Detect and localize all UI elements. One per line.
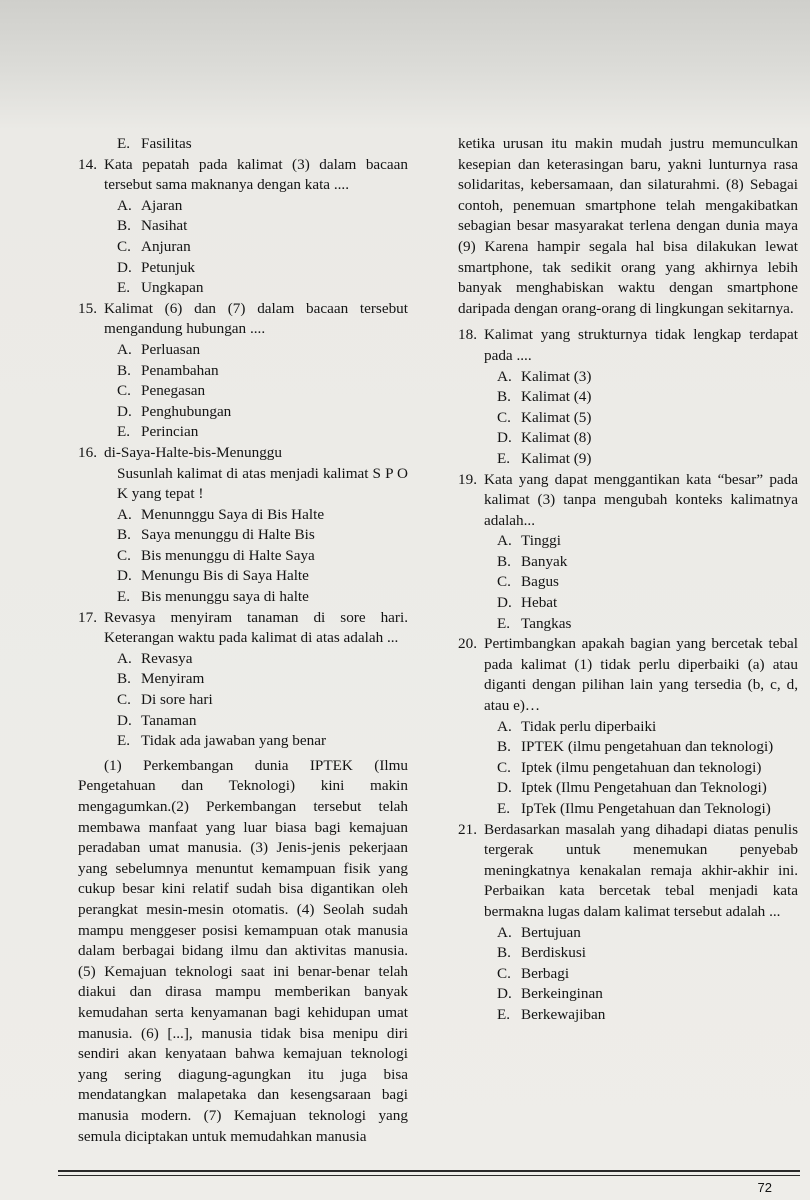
option-a: A. Perluasan <box>117 340 201 358</box>
q17-options <box>78 649 408 752</box>
option-c: C. Iptek (ilmu pengetahuan dan teknologi) <box>497 758 762 776</box>
option-c: C. Anjuran <box>117 237 191 255</box>
option-c: C. Bis menunggu di Halte Saya <box>117 546 315 564</box>
option-b: B. IPTEK (ilmu pengetahuan dan teknologi) <box>497 738 774 756</box>
question-18: 18. Kalimat yang strukturnya tidak lengkap terdapat pada .... <box>458 325 798 366</box>
q21-options <box>458 923 798 1026</box>
option-a: A. Kalimat (3) <box>497 367 592 385</box>
option-b: B. Saya menunggu di Halte Bis <box>117 526 315 544</box>
footer-rule-thin <box>58 1175 800 1176</box>
option-d: D. Berkeinginan <box>497 985 603 1003</box>
option-d: D. Iptek (Ilmu Pengetahuan dan Teknologi) <box>497 779 767 797</box>
q20-options <box>458 717 798 820</box>
question-17: 17. Revasya menyiram tanaman di sore hari. Keterangan waktu pada kalimat di atas adalah ... <box>78 608 408 649</box>
question-14: 14. Kata pepatah pada kalimat (3) dalam bacaan tersebut sama maknanya dengan kata .... <box>78 155 408 196</box>
option-a: A. Menunnggu Saya di Bis Halte <box>117 505 325 523</box>
option-b: B. Banyak <box>497 552 568 570</box>
option-c: C. Bagus <box>497 573 559 591</box>
question-stem: Pertimbangkan apakah bagian yang bercetak tebal pada kalimat (1) tidak perlu diperbaiki (a) atau diganti dengan pilihan lain yang tersedia (b, c, d, atau e)… <box>484 635 798 715</box>
option-d: D. Petunjuk <box>117 258 196 276</box>
question-stem: di-Saya-Halte-bis-Menunggu <box>104 443 282 461</box>
option-a: A. Ajaran <box>117 196 183 214</box>
option-e: E. Bis menunggu saya di halte <box>117 588 309 606</box>
option-d: D. Kalimat (8) <box>497 429 592 447</box>
option-b: B. Kalimat (4) <box>497 388 592 406</box>
footer-rule <box>58 1170 800 1172</box>
q18-options <box>458 367 798 470</box>
option-c: C. Berbagi <box>497 964 570 982</box>
question-21: 21. Berdasarkan masalah yang dihadapi diatas penulis tergerak untuk menemukan penyebab meningkatnya kenakalan remaja akhir-akhir ini. Perbaikan kata bercetak tebal menjadi kata bermakna lugas dalam kalimat tersebut adalah ... <box>458 820 798 923</box>
option-a: A. Tinggi <box>497 532 561 550</box>
q13-option-e: E. Fasilitas <box>117 135 192 152</box>
question-stem: Revasya menyiram tanaman di sore hari. Keterangan waktu pada kalimat di atas adalah ... <box>104 608 408 647</box>
option-d: D. Penghubungan <box>117 402 232 420</box>
question-15: 15. Kalimat (6) dan (7) dalam bacaan tersebut mengandung hubungan .... <box>78 299 408 340</box>
option-a: A. Tidak perlu diperbaiki <box>497 717 657 735</box>
question-stem: Kalimat (6) dan (7) dalam bacaan tersebut mengandung hubungan .... <box>104 299 408 338</box>
question-stem: Berdasarkan masalah yang dihadapi diatas penulis tergerak untuk menemukan penyebab meningkatnya kenakalan remaja akhir-akhir ini. Perbaikan kata bercetak tebal menjadi kata bermakna lugas dalam kalimat tersebut adalah ... <box>484 820 798 920</box>
question-stem: Kalimat yang strukturnya tidak lengkap terdapat pada .... <box>484 326 798 364</box>
right-column <box>458 134 798 1026</box>
option-b: B. Nasihat <box>117 217 188 235</box>
option-e: E. Perincian <box>117 423 199 441</box>
option-b: B. Penambahan <box>117 361 219 379</box>
left-column <box>78 134 408 1147</box>
question-20: 20. Pertimbangkan apakah bagian yang bercetak tebal pada kalimat (1) tidak perlu diperbaiki (a) atau diganti dengan pilihan lain yang tersedia (b, c, d, atau e)… <box>458 634 798 716</box>
option-c: C. Di sore hari <box>117 691 213 709</box>
question-16: 16. di-Saya-Halte-bis-Menunggu <box>78 443 408 464</box>
option-e: E. IpTek (Ilmu Pengetahuan dan Teknologi) <box>497 800 771 817</box>
option-d: D. Tanaman <box>117 711 197 729</box>
option-e: E. Berkewajiban <box>497 1005 606 1023</box>
option-c: C. Kalimat (5) <box>497 408 592 426</box>
option-e: E. Tangkas <box>497 614 572 632</box>
question-stem: Kata yang dapat menggantikan kata “besar” pada kalimat (3) tanpa mengubah konteks kalimatnya adalah... <box>484 470 798 529</box>
option-a: A. Revasya <box>117 649 193 667</box>
question-stem: Kata pepatah pada kalimat (3) dalam bacaan tersebut sama maknanya dengan kata .... <box>104 155 408 194</box>
option-e: E. Ungkapan <box>117 279 204 297</box>
reading-passage: (1) Perkembangan dunia IPTEK (Ilmu Pengetahuan dan Teknologi) kini makin mengagumkan.(2) Perkembangan tersebut telah membawa manfaat yang luar biasa bagi kemajuan peradaban umat manusia. (3) Jenis-jenis pekerjaan yang sebelumnya menuntut kemampuan fisik yang cukup besar kini relatif sudah bisa digantikan oleh perangkat mesin-mesin otomatis. (4) Seolah sudah mampu menggeser posisi kemampuan otak manusia dalam berbagai bidang ilmu dan aktivitas manusia. (5) Kemajuan teknologi saat ini benar-benar telah diakui dan dirasa mampu memberikan banyak kemudahan serta kenyamanan bagi kehidupan umat manusia. (6) [...], manusia tidak bisa menipu diri sendiri akan kenyataan bahwa kemajuan teknologi yang sering diagung-agungkan itu juga bisa mendatangkan malapetaka dan kesengsaraan bagi manusia modern. (7) Kemajuan teknologi yang semula diciptakan untuk memudahkan manusia <box>78 756 408 1145</box>
q16-options <box>78 505 408 608</box>
option-a: A. Bertujuan <box>497 923 581 941</box>
page-number: 72 <box>757 1180 772 1195</box>
option-c: C. Penegasan <box>117 382 206 400</box>
q19-options <box>458 531 798 634</box>
option-d: D. Menungu Bis di Saya Halte <box>117 567 309 585</box>
option-e: E. Kalimat (9) <box>497 449 592 467</box>
question-instruction: Susunlah kalimat di atas menjadi kalimat S P O K yang tepat ! <box>117 464 408 503</box>
reading-passage-continued: ketika urusan itu makin mudah justru memunculkan kesepian dan keterasingan baru, yakni lunturnya rasa solidaritas, kebersamaan, dan silaturahmi. (8) Sebagai contoh, penemuan smartphone telah mengakibatkan sebagian besar masyarakat terlena dengan dunia maya (9) Karena hampir segala hal bisa dilakukan lewat smartphone, tak sedikit orang yang akhirnya lebih banyak menghabiskan waktu dengan smartphone daripada dengan orang-orang di lingkungan sekitarnya. <box>458 135 798 317</box>
option-b: B. Berdiskusi <box>497 944 586 962</box>
option-b: B. Menyiram <box>117 670 205 688</box>
q14-options <box>78 196 408 299</box>
option-e: E. Tidak ada jawaban yang benar <box>117 732 327 750</box>
question-19: 19. Kata yang dapat menggantikan kata “besar” pada kalimat (3) tanpa mengubah konteks kalimatnya adalah... <box>458 470 798 532</box>
option-d: D. Hebat <box>497 594 558 612</box>
q15-options <box>78 340 408 443</box>
